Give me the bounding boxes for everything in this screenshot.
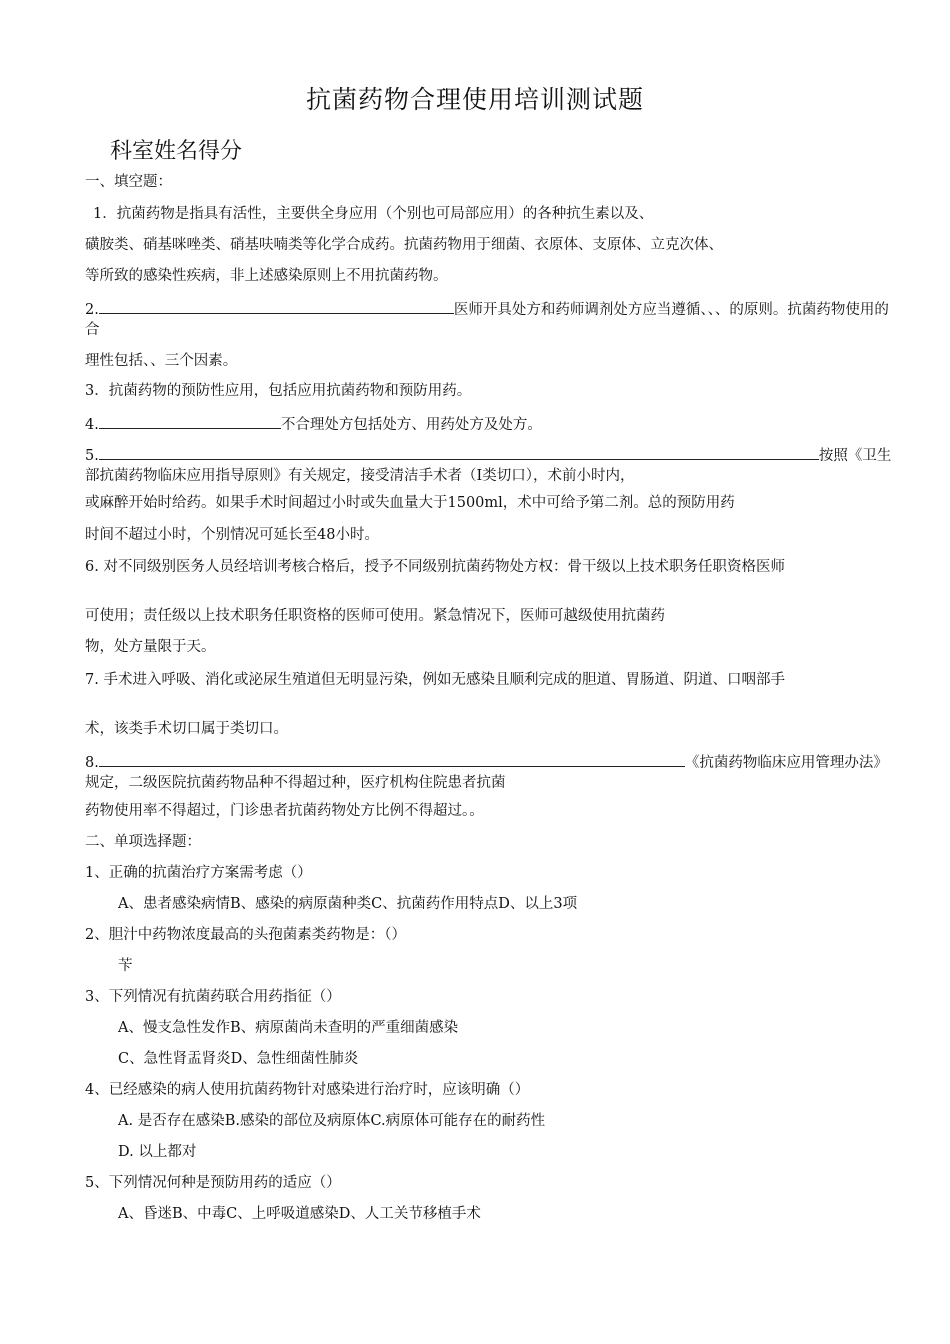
mc-question-3-options-1: A、慢支急性发作B、病原菌尚未查明的严重细菌感染 bbox=[118, 1020, 459, 1036]
mc-question-2-options: 苄 bbox=[118, 958, 133, 974]
question-5-number: 5. bbox=[85, 448, 99, 464]
question-3: 3．抗菌药物的预防性应用，包括应用抗菌药物和预防用药。 bbox=[85, 383, 472, 399]
question-8-number: 8. bbox=[85, 755, 99, 771]
question-6-line-2: 可使用；责任级以上技术职务任职资格的医师可使用。紧急情况下，医师可越级使用抗菌药 bbox=[85, 608, 665, 624]
question-5-text: 按照《卫生部抗菌药物临床应用指导原则》有关规定，接受清洁手术者（I类切口），术前小时内， bbox=[85, 448, 892, 484]
answer-blank[interactable] bbox=[99, 298, 454, 314]
question-6-line-3: 物，处方量限于天。 bbox=[85, 639, 216, 655]
question-4-text: 不合理处方包括处方、用药处方及处方。 bbox=[280, 417, 542, 433]
document-title: 抗菌药物合理使用培训测试题 bbox=[305, 85, 644, 114]
mc-question-4-options-1: A. 是否存在感染B.感染的部位及病原体C.病原体可能存在的耐药性 bbox=[118, 1113, 546, 1129]
answer-blank[interactable] bbox=[99, 751, 685, 767]
question-1-line-3: 等所致的感染性疾病，非上述感染原则上不用抗菌药物。 bbox=[85, 268, 448, 284]
mc-question-1-options: A、患者感染病情B、感染的病原菌种类C、抗菌药作用特点D、以上3项 bbox=[118, 896, 578, 912]
question-4 bbox=[85, 413, 895, 435]
mc-question-1: 1、正确的抗菌治疗方案需考虑（） bbox=[85, 865, 312, 881]
question-1-line-2: 磺胺类、硝基咪唑类、硝基呋喃类等化学合成药。抗菌药物用于细菌、衣原体、支原体、立克次体、 bbox=[85, 237, 723, 253]
question-2-number: 2. bbox=[85, 302, 99, 318]
question-2 bbox=[85, 298, 895, 340]
mc-question-3-options-2: C、急性肾盂肾炎D、急性细菌性肺炎 bbox=[118, 1051, 359, 1067]
answer-blank[interactable] bbox=[99, 444, 819, 460]
question-7-line-1: 7. 手术进入呼吸、消化或泌尿生殖道但无明显污染，例如无感染且顺利完成的胆道、胃肠道、阴道、口咽部手 bbox=[85, 672, 785, 688]
question-2-line-2: 理性包括、、三个因素。 bbox=[85, 353, 238, 369]
answer-blank[interactable] bbox=[99, 413, 281, 429]
section-heading-multiple-choice: 二、单项选择题： bbox=[85, 834, 201, 850]
mc-question-4: 4、已经感染的病人使用抗菌药物针对感染进行治疗时，应该明确（） bbox=[85, 1082, 530, 1098]
mc-question-4-options-2: D. 以上都对 bbox=[118, 1144, 197, 1160]
section-heading-fill-in: 一、填空题： bbox=[85, 174, 172, 190]
question-2-text: 医师开具处方和药师调剂处方应当遵循、、、的原则。抗菌药物使用的合 bbox=[85, 302, 889, 338]
mc-question-3: 3、下列情况有抗菌药联合用药指征（） bbox=[85, 989, 341, 1005]
question-7-line-2: 术，该类手术切口属于类切口。 bbox=[85, 721, 288, 737]
mc-question-5: 5、下列情况何种是预防用药的适应（） bbox=[85, 1175, 341, 1191]
mc-question-2: 2、胆汁中药物浓度最高的头孢菌素类药物是：（） bbox=[85, 927, 406, 943]
question-8 bbox=[85, 751, 895, 793]
question-8-text: 《抗菌药物临床应用管理办法》规定，二级医院抗菌药物品种不得超过种，医疗机构住院患者抗菌 bbox=[85, 755, 888, 791]
question-1-line-1: 1．抗菌药物是指具有活性，主要供全身应用（个别也可局部应用）的各种抗生素以及、 bbox=[93, 206, 654, 222]
header-fields: 科室姓名得分 bbox=[110, 139, 243, 164]
question-4-number: 4. bbox=[85, 417, 99, 433]
question-8-line-2: 药物使用率不得超过，门诊患者抗菌药物处方比例不得超过。。 bbox=[85, 803, 484, 819]
question-5-line-3: 时间不超过小时，个别情况可延长至48小时。 bbox=[85, 527, 379, 543]
mc-question-5-options: A、昏迷B、中毒C、上呼吸道感染D、人工关节移植手术 bbox=[118, 1206, 481, 1222]
question-6-line-1: 6. 对不同级别医务人员经培训考核合格后，授予不同级别抗菌药物处方权：骨干级以上技术职务任职资格医师 bbox=[85, 559, 785, 575]
question-5 bbox=[85, 444, 895, 486]
question-5-line-2: 或麻醉开始时给药。如果手术时间超过小时或失血量大于1500ml，术中可给予第二剂。总的预防用药 bbox=[85, 495, 735, 511]
